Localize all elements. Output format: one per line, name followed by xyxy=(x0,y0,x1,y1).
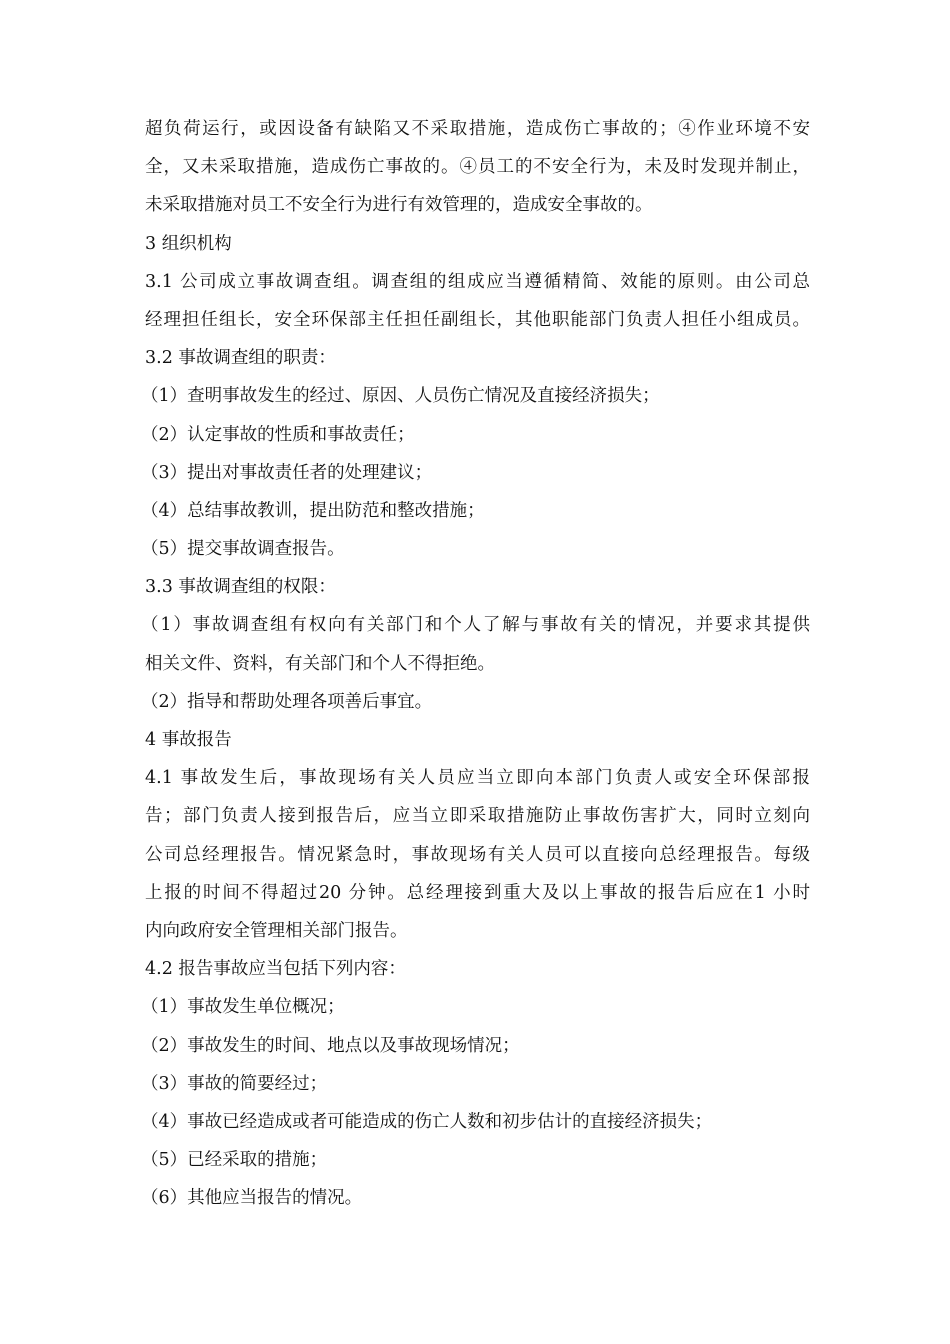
list-item: （1）事故发生单位概况； xyxy=(141,997,345,1018)
list-item: （4）事故已经造成或者可能造成的伤亡人数和初步估计的直接经济损失； xyxy=(141,1111,713,1132)
list-item: （6）其他应当报告的情况。 xyxy=(141,1188,363,1209)
text-line-18: 4.1 事故发生后，事故现场有关人员应当立即向本部门负责人或安全环保部报 xyxy=(145,768,810,789)
subsection-heading-4-2: 4.2 报告事故应当包括下列内容： xyxy=(145,959,406,980)
text-line-2: 全，又未采取措施，造成伤亡事故的。④员工的不安全行为，未及时发现并制止， xyxy=(145,157,810,178)
document-body xyxy=(141,110,810,1217)
list-item: （1）事故调查组有权向有关部门和个人了解与事故有关的情况，并要求其提供 xyxy=(141,615,810,636)
section-heading-3: 3 组织机构 xyxy=(145,233,232,254)
text-line-22: 内向政府安全管理相关部门报告。 xyxy=(145,920,408,941)
list-item: （2）指导和帮助处理各项善后事宜。 xyxy=(141,691,433,712)
subsection-heading-3-2: 3.2 事故调查组的职责： xyxy=(145,348,336,369)
text-line-20: 公司总经理报告。情况紧急时，事故现场有关人员可以直接向总经理报告。每级 xyxy=(145,844,810,865)
text-line-19: 告；部门负责人接到报告后，应当立即采取措施防止事故伤害扩大，同时立刻向 xyxy=(145,806,810,827)
text-line-21: 上报的时间不得超过20 分钟。总经理接到重大及以上事故的报告后应在1 小时 xyxy=(145,882,810,903)
text-line-15: 相关文件、资料，有关部门和个人不得拒绝。 xyxy=(145,653,495,674)
list-item: （5）已经采取的措施； xyxy=(141,1150,328,1171)
text-line-1: 超负荷运行，或因设备有缺陷又不采取措施，造成伤亡事故的；④作业环境不安 xyxy=(145,119,810,139)
list-item: （2）事故发生的时间、地点以及事故现场情况； xyxy=(141,1035,520,1056)
text-line-5: 3.1 公司成立事故调查组。调查组的组成应当遵循精简、效能的原则。由公司总 xyxy=(145,271,810,292)
section-heading-4: 4 事故报告 xyxy=(145,730,232,750)
list-item: （4）总结事故教训，提出防范和整改措施； xyxy=(141,500,485,521)
list-item: （1）查明事故发生的经过、原因、人员伤亡情况及直接经济损失； xyxy=(141,386,660,407)
subsection-heading-3-3: 3.3 事故调查组的权限： xyxy=(145,577,336,598)
list-item: （3）事故的简要经过； xyxy=(141,1073,328,1094)
text-line-3: 未采取措施对员工不安全行为进行有效管理的，造成安全事故的。 xyxy=(145,195,653,216)
list-item: （2）认定事故的性质和事故责任； xyxy=(141,424,415,445)
text-line-6: 经理担任组长，安全环保部主任担任副组长，其他职能部门负责人担任小组成员。 xyxy=(145,309,810,330)
list-item: （3）提出对事故责任者的处理建议； xyxy=(141,462,433,483)
list-item: （5）提交事故调查报告。 xyxy=(141,539,345,560)
